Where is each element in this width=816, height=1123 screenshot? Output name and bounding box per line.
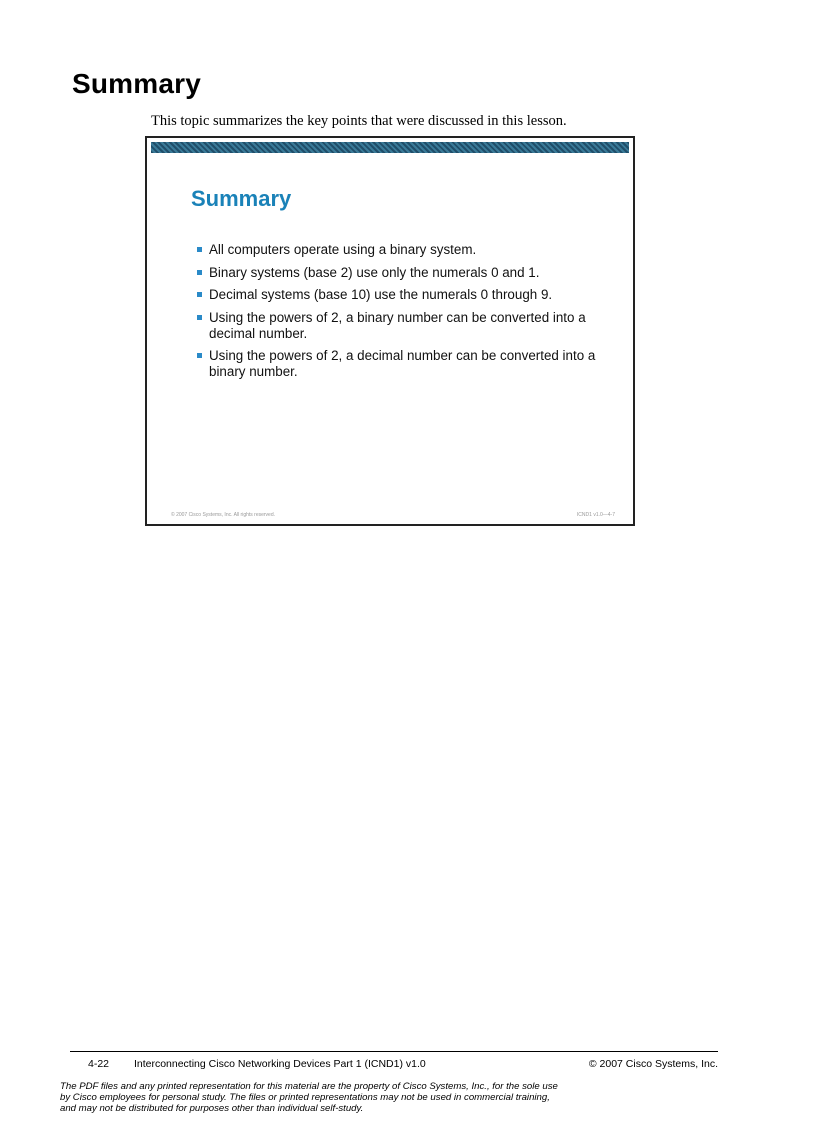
course-title: Interconnecting Cisco Networking Devices Part 1 (ICND1) v1.0 <box>133 1058 426 1070</box>
footer-copyright: © 2007 Cisco Systems, Inc. <box>588 1058 718 1070</box>
bullet-square-icon <box>197 292 202 297</box>
list-item <box>197 348 607 380</box>
bullet-text: All computers operate using a binary system. <box>209 242 477 257</box>
list-item <box>197 310 607 342</box>
footer-divider <box>70 1051 718 1052</box>
bullet-list <box>197 242 607 387</box>
page-number: 4-22 <box>88 1058 110 1070</box>
slide-figure <box>145 136 635 526</box>
list-item <box>197 242 607 258</box>
bullet-text: Using the powers of 2, a decimal number can be converted into a binary number. <box>209 348 596 379</box>
disclaimer-text: The PDF files and any printed representation for this material are the property of Cisco Systems, Inc., for the sole use by Cisco employees for personal study. The files or printed representations may not be used in commercial training, and may not be distributed for purposes other than individual self-study. <box>60 1081 558 1114</box>
list-item <box>197 287 607 303</box>
slide-copyright: © 2007 Cisco Systems, Inc. All rights reserved. <box>171 512 276 518</box>
slide-title: Summary <box>191 186 292 211</box>
bullet-square-icon <box>197 247 202 252</box>
slide-header-band <box>151 142 629 153</box>
slide-id: ICND1 v1.0—4-7 <box>576 512 615 518</box>
page-title: Summary <box>72 68 202 99</box>
bullet-text: Decimal systems (base 10) use the numerals 0 through 9. <box>209 287 553 302</box>
bullet-square-icon <box>197 353 202 358</box>
bullet-square-icon <box>197 315 202 320</box>
bullet-text: Using the powers of 2, a binary number can be converted into a decimal number. <box>209 309 586 341</box>
list-item <box>197 265 607 281</box>
footer-left <box>88 1058 426 1070</box>
bullet-text: Binary systems (base 2) use only the numerals 0 and 1. <box>209 264 540 280</box>
intro-text: This topic summarizes the key points that were discussed in this lesson. <box>151 113 567 129</box>
bullet-square-icon <box>197 270 202 275</box>
